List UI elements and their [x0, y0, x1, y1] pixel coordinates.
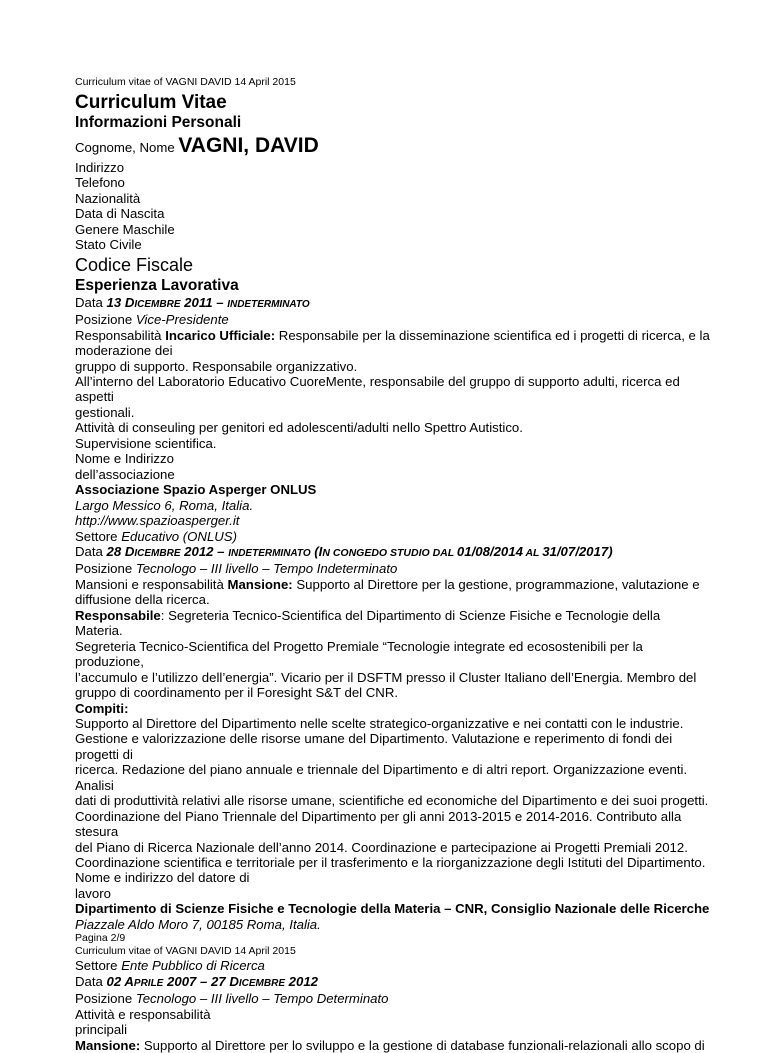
running-header-2: Curriculum vitae of VAGNI DAVID 14 April 2015 [75, 945, 296, 958]
gender-line: Genere Maschile [75, 221, 175, 237]
job2-emp-name: Dipartimento di Scienze Fisiche e Tecnologie della Materia – CNR, Consiglio Nazionale delle Ricerche [75, 901, 710, 917]
job1-sector-line [75, 529, 735, 544]
text-line: Analisi [75, 777, 114, 793]
text-line: moderazione dei [75, 343, 173, 359]
civil-status-label: Stato Civile [75, 237, 142, 253]
birth-label: Data di Nascita [75, 206, 165, 222]
job2-date-label: Data [75, 543, 103, 559]
job2-emp-address: Piazzale Aldo Moro 7, 00185 Roma, Italia. [75, 916, 321, 932]
tax-code-label: Codice Fiscale [75, 254, 194, 275]
text-line: Segreteria Tecnico-Scientifica del Progetto Premiale “Tecnologie integrate ed ecosostenibili per la [75, 638, 643, 654]
text-line: Gestione e valorizzazione delle risorse umane del Dipartimento. Valutazione e reperimento di fondi dei [75, 731, 673, 747]
job2-responsible-bold: Responsabile [75, 607, 161, 623]
name-row [75, 134, 735, 160]
job1-org-url: http://www.spazioasperger.it [75, 513, 240, 529]
nationality-label: Nazionalità [75, 190, 141, 206]
job2-sector-value: Ente Pubblico di Ricerca [121, 958, 265, 974]
text-line: Coordinazione scientifica e territoriale per il trasferimento e la riorganizzazione degli Istituti del Dipartimento. [75, 855, 706, 871]
document-content [75, 76, 735, 1053]
job2-emp-label-1: Nome e indirizzo del datore di [75, 870, 250, 886]
job1-resp-label: Responsabilità [75, 327, 162, 343]
job2-position-value: Tecnologo – III livello – Tempo Indeterminato [135, 561, 398, 577]
job1-sector-label: Settore [75, 528, 118, 544]
text-line: dati di produttività relativi alle risorse umane, scientifiche ed economiche del Dipartimento e dei suoi progetti. [75, 793, 709, 809]
text-line: Supervisione scientifica. [75, 435, 217, 451]
job2-sector-label: Settore [75, 958, 118, 974]
text-line: progetti di [75, 746, 133, 762]
job2-responsible-text: : Segreteria Tecnico-Scientifica del Dipartimento di Scienze Fisiche e Tecnologie della [160, 607, 661, 623]
job2-tasks-label: Compiti: [75, 700, 129, 716]
job1-resp-line [75, 328, 735, 343]
text-line: gestionali. [75, 404, 135, 420]
job1-position-line [75, 312, 735, 327]
text-line: Attività di conseuling per genitori ed adolescenti/adulti nello Spettro Autistico. [75, 420, 523, 436]
text-line: diffusione della ricerca. [75, 592, 210, 608]
text-line: del Piano di Ricerca Nazionale dell’anno 2014. Coordinazione e partecipazione ai Progetti Premiali 2012. [75, 839, 688, 855]
text-line: All’interno del Laboratorio Educativo CuoreMente, responsabile del gruppo di supporto adulti, ricerca ed [75, 373, 680, 389]
address-label: Indirizzo [75, 160, 125, 175]
text-line: produzione, [75, 654, 144, 670]
job2-date-line [75, 544, 735, 561]
job3-resp-bold: Mansione: [75, 1037, 141, 1053]
job3-date-line [75, 974, 735, 991]
page-number: Pagina 2/9 [75, 932, 126, 945]
text-line: l’accumulo e l’utilizzo dell’energia”. Vicario per il DSFTM presso il Cluster Italiano dell’Energia. Membro del [75, 669, 697, 685]
job1-resp-text: Responsabile per la disseminazione scientifica ed i progetti di ricerca, e la [278, 327, 710, 343]
job2-emp-label-2: lavoro [75, 885, 111, 901]
name-label: Cognome, Nome [75, 140, 175, 155]
name-value: VAGNI, DAVID [178, 134, 319, 157]
job1-date-label: Data [75, 294, 103, 310]
job2-date-value: 28 DICEMBRE 2012 – INDETERMINATO [106, 543, 311, 559]
job1-resp-bold: Incarico Ufficiale: [165, 327, 276, 343]
job3-position-label: Posizione [75, 991, 133, 1007]
job2-position-line [75, 561, 735, 576]
job3-date-value: 02 APRILE 2007 – 27 DICEMBRE 2012 [106, 973, 319, 989]
text-line [75, 608, 735, 623]
job1-position-label: Posizione [75, 312, 133, 328]
job1-position-value: Vice-Presidente [135, 312, 229, 328]
job1-date-value: 13 DICEMBRE 2011 – INDETERMINATO [106, 294, 310, 310]
job1-sector-value: Educativo (ONLUS) [121, 528, 237, 544]
job1-org-label-1: Nome e Indirizzo [75, 451, 174, 467]
job2-resp-text: Supporto al Direttore per la gestione, programmazione, valutazione e [296, 576, 700, 592]
section-heading-personal: Informazioni Personali [75, 114, 242, 131]
job3-position-value: Tecnologo – III livello – Tempo Determinato [135, 991, 389, 1007]
job1-org-address: Largo Messico 6, Roma, Italia. [75, 497, 254, 513]
job2-position-label: Posizione [75, 561, 133, 577]
job3-resp-label-1: Attività e responsabilità [75, 1006, 211, 1022]
job2-resp-bold: Mansione: [227, 576, 293, 592]
running-header: Curriculum vitae of VAGNI DAVID 14 April 2015 [75, 76, 296, 88]
job2-resp-label: Mansioni e responsabilità [75, 576, 224, 592]
job3-resp-line [75, 1038, 735, 1053]
job1-date-line [75, 295, 735, 312]
text-line: ricerca. Redazione del piano annuale e triennale del Dipartimento e di altri report. Organizzazione eventi. [75, 762, 688, 778]
text-line: aspetti [75, 389, 114, 405]
job1-org-label-2: dell’associazione [75, 466, 175, 482]
job3-resp-text: Supporto al Direttore per lo sviluppo e la gestione di database funzionali-relazionali allo scopo di [143, 1037, 705, 1053]
section-heading-experience: Esperienza Lavorativa [75, 276, 239, 294]
job2-resp-line [75, 577, 735, 592]
phone-label: Telefono [75, 175, 125, 191]
job2-sector-line [75, 958, 735, 973]
text-line: stesura [75, 824, 119, 840]
job2-date-note: (IN CONGEDO STUDIO DAL 01/08/2014 AL 31/07/2017) [314, 543, 613, 559]
document-title: Curriculum Vitae [75, 92, 227, 113]
job3-resp-label-2: principali [75, 1022, 128, 1038]
text-line: gruppo di supporto. Responsabile organizzativo. [75, 358, 358, 374]
text-line: Materia. [75, 623, 123, 639]
text-line: Supporto al Direttore del Dipartimento nelle scelte strategico-organizzative e nei contatti con le industrie. [75, 715, 684, 731]
text-line: gruppo di coordinamento per il Foresight S&T del CNR. [75, 685, 399, 701]
job3-date-label: Data [75, 973, 103, 989]
text-line: Coordinazione del Piano Triennale del Dipartimento per gli anni 2013-2015 e 2014-2016. Contributo alla [75, 808, 682, 824]
job1-org-name: Associazione Spazio Asperger ONLUS [75, 482, 317, 498]
